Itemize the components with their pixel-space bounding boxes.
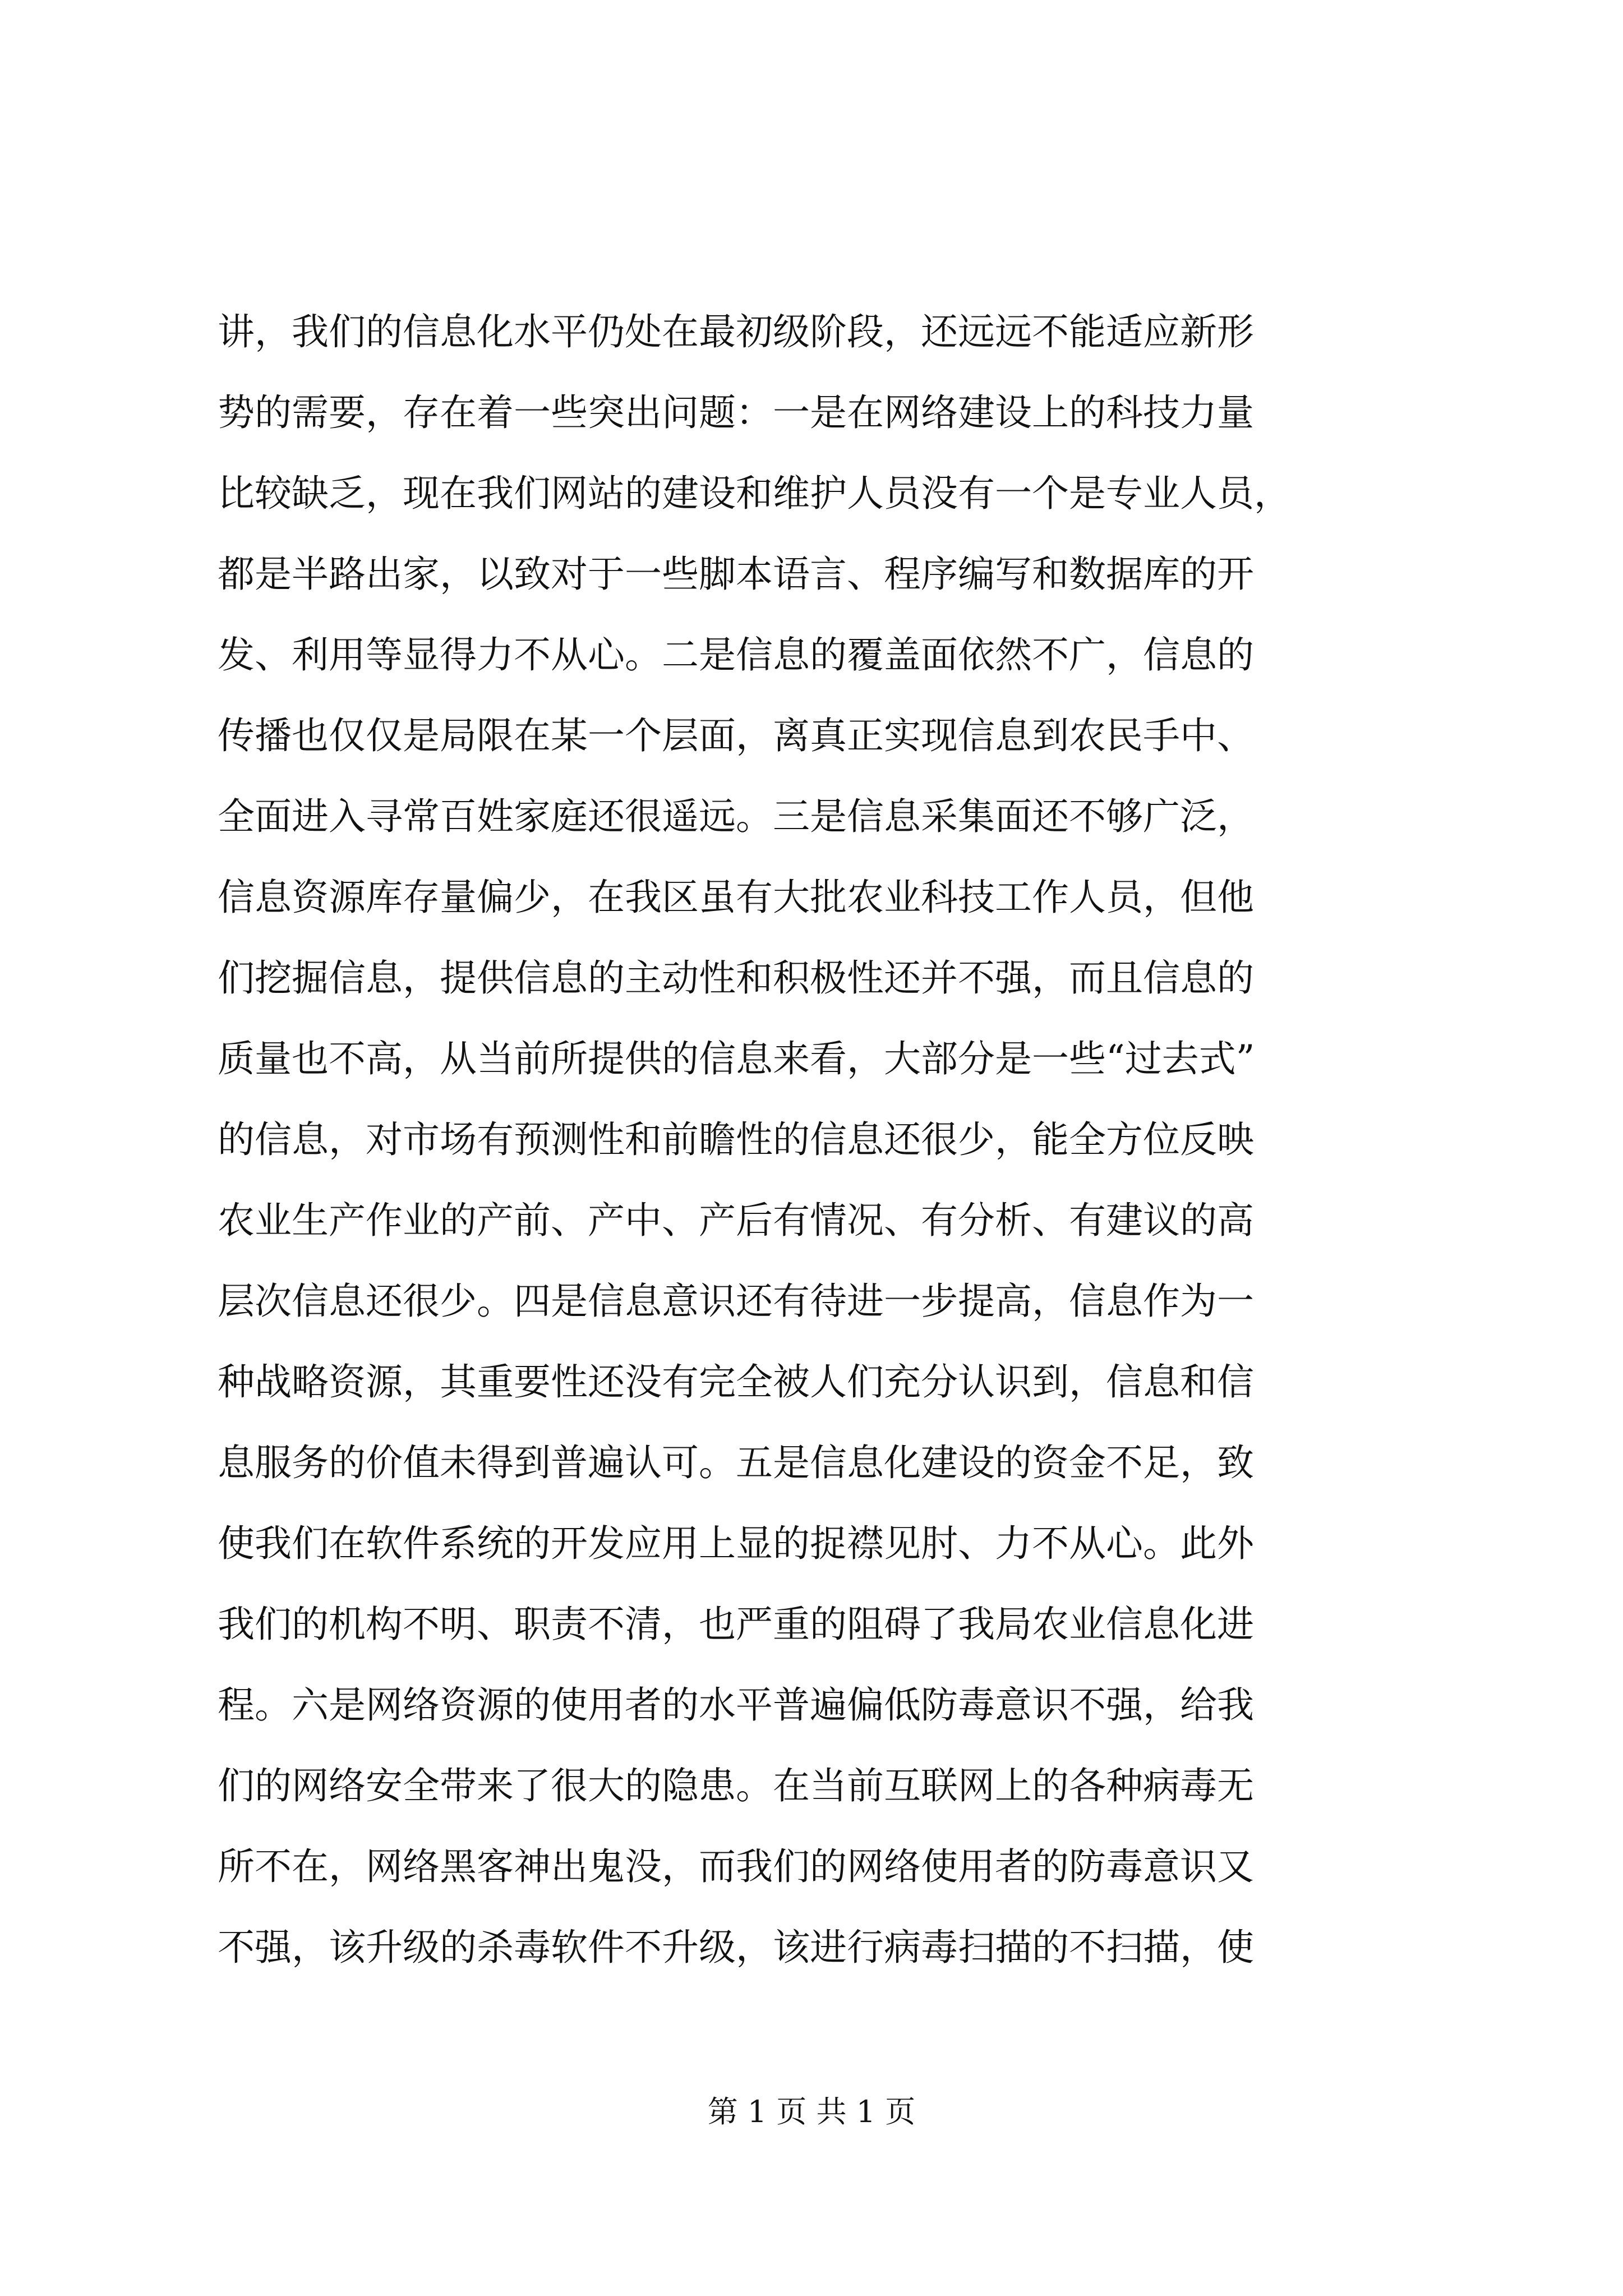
text-line: 质量也不高，从当前所提供的信息来看，大部分是一些“过去式” <box>218 1037 1255 1080</box>
text-line: 使我们在软件系统的开发应用上显的捉襟见肘、力不从心。此外 <box>218 1522 1254 1565</box>
text-line: 讲，我们的信息化水平仍处在最初级阶段，还远远不能适应新形 <box>218 310 1254 353</box>
text-line: 农业生产作业的产前、产中、产后有情况、有分析、有建议的高 <box>218 1199 1254 1242</box>
text-line: 的信息，对市场有预测性和前瞻性的信息还很少，能全方位反映 <box>218 1118 1254 1161</box>
text-line: 所不在，网络黑客神出鬼没，而我们的网络使用者的防毒意识又 <box>218 1845 1254 1888</box>
text-line: 不强，该升级的杀毒软件不升级，该进行病毒扫描的不扫描，使 <box>218 1926 1254 1969</box>
text-line: 们的网络安全带来了很大的隐患。在当前互联网上的各种病毒无 <box>218 1764 1254 1807</box>
text-line: 信息资源库存量偏少，在我区虽有大批农业科技工作人员，但他 <box>218 876 1254 919</box>
text-line: 比较缺乏，现在我们网站的建设和维护人员没有一个是专业人员， <box>218 472 1291 515</box>
text-line: 息服务的价值未得到普遍认可。五是信息化建设的资金不足，致 <box>218 1441 1254 1484</box>
text-line: 们挖掘信息，提供信息的主动性和积极性还并不强，而且信息的 <box>218 956 1254 1000</box>
text-line: 程。六是网络资源的使用者的水平普遍偏低防毒意识不强，给我 <box>218 1683 1254 1727</box>
text-line: 发、利用等显得力不从心。二是信息的覆盖面依然不广，信息的 <box>218 633 1254 677</box>
text-line: 都是半路出家，以致对于一些脚本语言、程序编写和数据库的开 <box>218 553 1254 596</box>
text-line: 全面进入寻常百姓家庭还很遥远。三是信息采集面还不够广泛， <box>218 795 1254 838</box>
text-line: 种战略资源，其重要性还没有完全被人们充分认识到，信息和信 <box>218 1360 1254 1404</box>
text-line: 势的需要，存在着一些突出问题：一是在网络建设上的科技力量 <box>218 391 1254 434</box>
text-line: 传播也仅仅是局限在某一个层面，离真正实现信息到农民手中、 <box>218 714 1254 757</box>
text-line: 我们的机构不明、职责不清，也严重的阻碍了我局农业信息化进 <box>218 1603 1254 1646</box>
body-text <box>218 292 1485 1988</box>
page-footer: 第 1 页 共 1 页 <box>707 2094 916 2129</box>
text-line: 层次信息还很少。四是信息意识还有待进一步提高，信息作为一 <box>218 1280 1254 1323</box>
